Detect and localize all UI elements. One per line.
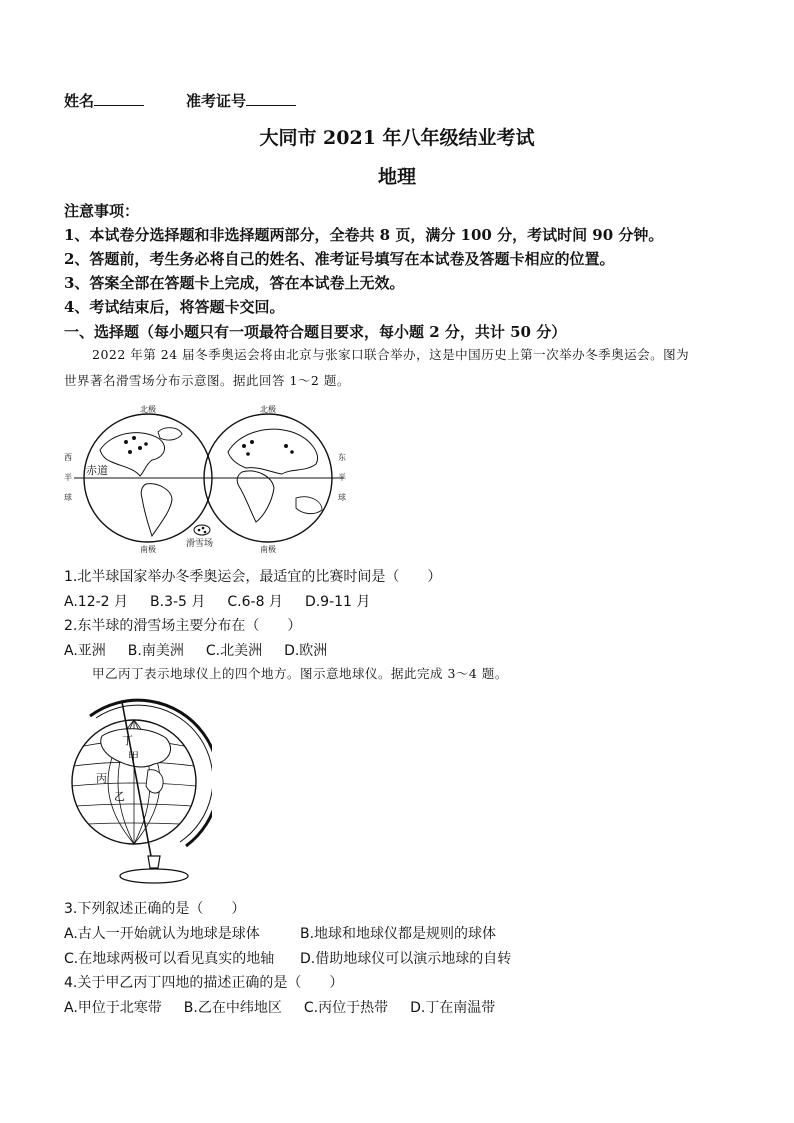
north-pole-label: 北极 bbox=[260, 405, 276, 414]
option-b[interactable]: B.地球和地球仪都是规则的球体 bbox=[300, 926, 497, 942]
option-b[interactable]: B.乙在中纬地区 bbox=[183, 1000, 282, 1016]
option-c[interactable]: C.北美洲 bbox=[205, 643, 263, 659]
location-label: 甲 bbox=[128, 750, 139, 763]
option-a[interactable]: A.亚洲 bbox=[64, 643, 106, 659]
location-label: 乙 bbox=[114, 790, 125, 803]
globe-stand-base bbox=[120, 869, 188, 883]
id-label: 准考证号 bbox=[186, 92, 247, 110]
name-field bbox=[64, 90, 144, 111]
id-field bbox=[186, 90, 296, 111]
location-label: 丙 bbox=[96, 772, 107, 785]
option-d[interactable]: D.9-11 月 bbox=[304, 594, 371, 610]
south-pole-label: 南极 bbox=[140, 545, 156, 554]
question-4-stem: 4.关于甲乙丙丁四地的描述正确的是（ ） bbox=[64, 975, 344, 991]
option-c[interactable]: C.6-8 月 bbox=[227, 594, 283, 610]
name-label: 姓名 bbox=[64, 92, 95, 110]
option-d[interactable]: D.丁在南温带 bbox=[410, 1000, 496, 1016]
west-hemisphere-label: 半 bbox=[64, 473, 72, 482]
option-a[interactable]: A.古人一开始就认为地球是球体 bbox=[64, 926, 260, 942]
east-hemisphere-label: 东 bbox=[338, 453, 346, 462]
question-1-stem: 1.北半球国家举办冬季奥运会，最适宜的比赛时间是（ ） bbox=[64, 569, 442, 585]
location-label: 丁 bbox=[122, 734, 133, 747]
option-a[interactable]: A.甲位于北寒带 bbox=[64, 1000, 162, 1016]
ski-resort-map bbox=[60, 402, 350, 554]
option-a[interactable]: A.12-2 月 bbox=[64, 594, 129, 610]
id-blank[interactable] bbox=[246, 91, 296, 106]
intro-text: 世界著名滑雪场分布示意图。据此回答 1～2 题。 bbox=[64, 373, 350, 388]
question-1-options bbox=[64, 591, 392, 611]
option-c[interactable]: C.在地球两极可以看见真实的地轴 bbox=[64, 951, 275, 967]
legend-label: 滑雪场 bbox=[186, 539, 214, 549]
notice-item: 3、答案全部在答题卡上完成，答在本试卷上无效。 bbox=[64, 274, 405, 292]
question-2-options bbox=[64, 640, 349, 660]
north-pole-label: 北极 bbox=[140, 405, 156, 414]
name-blank[interactable] bbox=[94, 91, 144, 106]
notice-item: 2、答题前，考生务必将自己的姓名、准考证号填写在本试卷及答题卡相应的位置。 bbox=[64, 250, 615, 268]
map-legend bbox=[186, 525, 213, 549]
east-hemisphere-label: 半 bbox=[338, 473, 346, 482]
notice-item: 1、本试卷分选择题和非选择题两部分，全卷共 8 页，满分 100 分，考试时间 90 分钟。 bbox=[64, 226, 664, 244]
globe-figure bbox=[62, 696, 212, 888]
intro-text: 甲乙丙丁表示地球仪上的四个地方。图示意地球仪。据此完成 3～4 题。 bbox=[92, 666, 508, 681]
subject-title: 地理 bbox=[377, 166, 416, 188]
option-b[interactable]: B.3-5 月 bbox=[150, 594, 206, 610]
option-d[interactable]: D.借助地球仪可以演示地球的自转 bbox=[300, 951, 512, 967]
notice-item: 4、考试结束后，将答题卡交回。 bbox=[64, 298, 285, 316]
option-c[interactable]: C.丙位于热带 bbox=[303, 1000, 389, 1016]
west-hemisphere-label: 西 bbox=[64, 453, 72, 462]
exam-title: 大同市 2021 年八年级结业考试 bbox=[259, 127, 535, 149]
question-2-stem: 2.东半球的滑雪场主要分布在（ ） bbox=[64, 618, 302, 634]
equator-label: 赤道 bbox=[86, 464, 108, 477]
option-d[interactable]: D.欧洲 bbox=[284, 643, 328, 659]
section-heading: 一、选择题（每小题只有一项最符合题目要求，每小题 2 分，共计 50 分） bbox=[64, 323, 567, 341]
intro-text: 2022 年第 24 届冬季奥运会将由北京与张家口联合举办，这是中国历史上第一次举办冬季奥运会。图为 bbox=[92, 347, 690, 362]
globe-stand-neck bbox=[148, 856, 160, 868]
option-b[interactable]: B.南美洲 bbox=[127, 643, 184, 659]
question-4-options bbox=[64, 997, 517, 1017]
notice-heading: 注意事项： bbox=[64, 202, 140, 220]
south-pole-label: 南极 bbox=[260, 545, 276, 554]
west-hemisphere-label: 球 bbox=[64, 493, 72, 502]
east-hemisphere-label: 球 bbox=[338, 493, 346, 502]
question-3-stem: 3.下列叙述正确的是（ ） bbox=[64, 901, 246, 917]
